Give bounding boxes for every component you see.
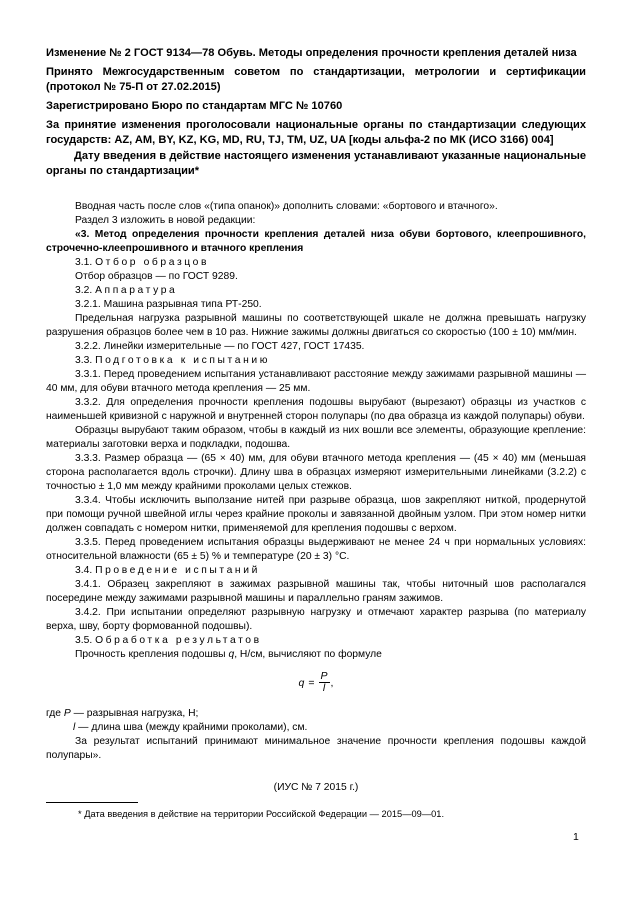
amendment-title: Изменение № 2 ГОСТ 9134—78 Обувь. Методы определения прочности крепления деталей низа bbox=[46, 47, 577, 59]
clause-3-2-1: 3.2.1. Машина разрывная типа РТ-250. bbox=[75, 299, 262, 310]
paragraph-section-replace: Раздел 3 изложить в новой редакции: bbox=[75, 215, 256, 226]
section-3-1-heading bbox=[46, 256, 586, 270]
section-title: Отбор образцов bbox=[95, 257, 210, 268]
section-3-4-heading bbox=[46, 564, 586, 578]
page-number: 1 bbox=[573, 831, 579, 843]
section-number: 3.2. bbox=[75, 285, 93, 296]
ius-reference: (ИУС № 7 2015 г.) bbox=[273, 782, 359, 793]
formula-numerator: P bbox=[320, 670, 328, 682]
section-3-1-text: Отбор образцов — по ГОСТ 9289. bbox=[75, 271, 238, 282]
clause-3-3-2-detail: Образцы вырубают таким образом, чтобы в каждый из них вошли все элементы, образующие крепление: материалы заготовки верха и подкладки, подошва. bbox=[46, 425, 586, 450]
text-fragment: где bbox=[46, 708, 64, 719]
section-number: 3.1. bbox=[75, 257, 93, 268]
section-3-5-heading bbox=[46, 634, 586, 648]
clause-3-3-1: 3.3.1. Перед проведением испытания устанавливают расстояние между зажимами разрывной машины — 40 мм, для обуви втачного метода крепления — 25 мм. bbox=[46, 369, 586, 394]
section-number: 3.3. bbox=[75, 355, 93, 366]
formula-comma: , bbox=[330, 676, 334, 689]
clause-3-5-text bbox=[46, 648, 586, 662]
clause-3-2-1-detail: Предельная нагрузка разрывной машины по соответствующей шкале не должна превышать нагрузку разрушения образцов более чем в 10 раз. Нижние зажимы должны двигаться со скоростью (100 ± 10) мм/мин. bbox=[46, 313, 586, 338]
voting-statement: За принятие изменения проголосовали национальные органы по стандартизации следующих государств: AZ, AM, BY, KZ, KG, MD, RU, TJ, TM, UZ, UA [коды альфа-2 по МК (ИСО 3166) 004] bbox=[46, 119, 586, 146]
variable-p: P bbox=[63, 708, 71, 719]
paragraph-intro-change: Вводная часть после слов «(типа опанок)» дополнить словами: «бортового и втачного». bbox=[75, 201, 498, 212]
formula-lhs: q bbox=[298, 676, 305, 689]
formula-equals: = bbox=[308, 676, 315, 689]
section-title: Проведение испытаний bbox=[95, 565, 260, 576]
formula-denominator: l bbox=[322, 682, 326, 694]
formula-fraction bbox=[319, 671, 330, 694]
where-clause-l bbox=[46, 721, 586, 735]
result-statement: За результат испытаний принимают минимальное значение прочности крепления подошвы каждой полупары». bbox=[46, 736, 586, 761]
section-number: 3.4. bbox=[75, 565, 93, 576]
footnote-separator bbox=[46, 802, 138, 803]
section-title: Подготовка к испытанию bbox=[95, 355, 271, 366]
section-3-3-heading bbox=[46, 354, 586, 368]
where-clause-p bbox=[46, 707, 586, 721]
section-3-2-heading bbox=[46, 284, 586, 298]
variable-q: q bbox=[228, 649, 235, 660]
accepted-statement: Принято Межгосударственным советом по стандартизации, метрологии и сертификации (протокол № 75-П от 27.02.2015) bbox=[46, 66, 586, 93]
strength-formula bbox=[46, 671, 586, 701]
clause-3-3-4: 3.3.4. Чтобы исключить выползание нитей при разрыве образца, шов закрепляют ниткой, продернутой при помощи ручной швейной иглы через крайние проколы и завязанной двойным узлом. При этом номер нитки должен совпадать с номером нитки, применяемой для крепления подошвы с верхом. bbox=[46, 495, 586, 534]
section-title: Обработка результатов bbox=[95, 635, 262, 646]
clause-3-3-5: 3.3.5. Перед проведением испытания образцы выдерживают не менее 24 ч при нормальных условиях: относительной влажности (65 ± 5) % и температуре (20 ± 3) °С. bbox=[46, 537, 586, 562]
clause-3-4-1: 3.4.1. Образец закрепляют в зажимах разрывной машины так, чтобы ниточный шов располагался посередине между зажимами разрывной машины и параллельно граням зажимов. bbox=[46, 579, 586, 604]
document-page bbox=[46, 46, 586, 795]
clause-3-2-2: 3.2.2. Линейки измерительные — по ГОСТ 427, ГОСТ 17435. bbox=[75, 341, 365, 352]
document-body bbox=[46, 200, 586, 795]
text-fragment: — разрывная нагрузка, Н; bbox=[70, 708, 199, 719]
clause-3-3-2: 3.3.2. Для определения прочности крепления подошвы вырубают (вырезают) образцы из участков с наименьшей кривизной с наружной и внутренней сторон полупары (по два образца из каждой полупары) обуви. bbox=[46, 397, 586, 422]
section-3-heading: «3. Метод определения прочности крепления деталей низа обуви бортового, клеепрошивного, строчечно-клеепрошивного и втачного крепления bbox=[46, 229, 586, 254]
section-number: 3.5. bbox=[75, 635, 93, 646]
footnote: * Дата введения в действие на территории Российской Федерации — 2015—09—01. bbox=[78, 809, 445, 819]
clause-3-4-2: 3.4.2. При испытании определяют разрывную нагрузку и отмечают характер разрыва (по материалу верха, шву, борту формованной подошвы). bbox=[46, 607, 586, 632]
clause-3-3-3: 3.3.3. Размер образца — (65 × 40) мм, для обуви втачного метода крепления — (45 × 40) мм (меньшая сторона располагается вдоль строчки). Длину шва в образцах измеряют измерительными линейками (3.2.2) с точностью ± 1,0 мм между крайними проколами целых стежков. bbox=[46, 453, 586, 492]
variable-l: l bbox=[73, 722, 76, 733]
text-fragment: , Н/см, вычисляют по формуле bbox=[234, 649, 382, 660]
registration-statement: Зарегистрировано Бюро по стандартам МГС № 10760 bbox=[46, 100, 343, 112]
section-title: Аппаратура bbox=[95, 285, 178, 296]
text-fragment: Прочность крепления подошвы bbox=[75, 649, 229, 660]
effective-date-statement: Дату введения в действие настоящего изменения устанавливают указанные национальные органы по стандартизации* bbox=[46, 150, 586, 177]
text-fragment: — длина шва (между крайними проколами), см. bbox=[75, 722, 308, 733]
